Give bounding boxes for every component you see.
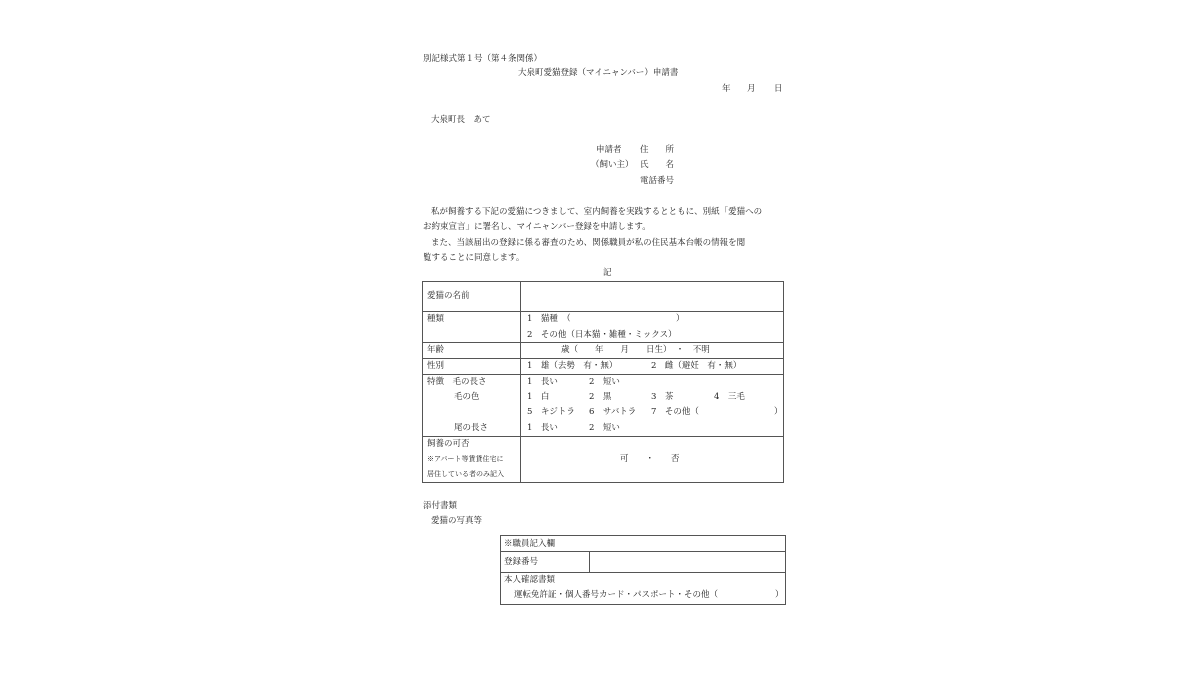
- color-other: 7 その他（: [651, 407, 699, 417]
- registration-number-label: 登録番号: [504, 557, 539, 567]
- keeping-note-2: 居住している者のみ記入: [427, 470, 504, 478]
- tail-long: 1 長い: [527, 423, 558, 433]
- keeping-value: 可 ・ 否: [620, 454, 680, 464]
- ki-heading: 記: [603, 268, 612, 278]
- id-docs-close: ）: [775, 590, 784, 600]
- color-white: 1 白: [527, 392, 550, 402]
- color-sabatora: 6 サバトラ: [589, 407, 637, 417]
- hair-length-short: 2 短い: [589, 377, 620, 387]
- hair-length-long: 1 長い: [527, 377, 558, 387]
- color-calico: 4 三毛: [714, 392, 745, 402]
- body-line-2: お約束宣言」に署名し、マイニャンバー登録を申請します。: [423, 222, 651, 232]
- attachments-label: 添付書類: [423, 501, 458, 511]
- tail-label: 尾の長さ: [454, 423, 489, 433]
- owner-label: （飼い主）: [591, 160, 634, 170]
- age-label: 年齢: [427, 345, 445, 355]
- color-other-close: ）: [774, 407, 783, 417]
- date-month: 月: [747, 84, 756, 94]
- color-black: 2 黒: [589, 392, 612, 402]
- applicant-phone: 電話番号: [640, 176, 675, 186]
- body-line-1: 私が飼養する下記の愛猫につきまして、室内飼養を実践するとともに、別紙「愛猫への: [431, 207, 763, 217]
- applicant-address: 住 所: [640, 145, 675, 155]
- form-title: 大泉町愛猫登録（マイニャンバー）申請書: [518, 68, 679, 78]
- applicant-name: 氏 名: [640, 160, 675, 170]
- keeping-note-1: ※アパート等賃貸住宅に: [427, 455, 504, 463]
- breed-option-2: 2 その他（日本猫・雑種・ミックス）: [527, 330, 677, 340]
- feature-label: 特徴 毛の長さ: [427, 377, 487, 387]
- breed-label: 種類: [427, 314, 445, 324]
- form-number: 別記様式第１号（第４条関係）: [423, 54, 543, 64]
- body-line-4: 覧することに同意します。: [423, 253, 525, 263]
- sex-male: 1 雄（去勢 有・無）: [527, 361, 618, 371]
- breed-option-1: 1 猫種 （: [527, 314, 571, 324]
- color-kijitora: 5 キジトラ: [527, 407, 575, 417]
- breed-option-1-close: ）: [676, 314, 685, 324]
- color-brown: 3 茶: [651, 392, 674, 402]
- addressee: 大泉町長 あて: [431, 115, 491, 125]
- keeping-label: 飼養の可否: [427, 439, 470, 449]
- date-year: 年: [722, 84, 731, 94]
- staff-section-title: ※職員記入欄: [504, 539, 556, 549]
- applicant-label: 申請者: [596, 145, 622, 155]
- hair-color-label: 毛の色: [454, 392, 480, 402]
- body-line-3: また、当該届出の登録に係る審査のため、関係職員が私の住民基本台帳の情報を閲: [431, 238, 746, 248]
- age-value: 歳（ 年 月 日生） ・ 不明: [561, 345, 710, 355]
- tail-short: 2 短い: [589, 423, 620, 433]
- cat-name-label: 愛猫の名前: [427, 291, 470, 301]
- id-docs-options: 運転免許証・個人番号カード・パスポート・その他（: [514, 590, 719, 600]
- sex-label: 性別: [427, 361, 445, 371]
- sex-female: 2 雌（避妊 有・無）: [651, 361, 742, 371]
- id-docs-label: 本人確認書類: [504, 575, 556, 585]
- date-day: 日: [774, 84, 783, 94]
- attachments-item: 愛猫の写真等: [431, 516, 483, 526]
